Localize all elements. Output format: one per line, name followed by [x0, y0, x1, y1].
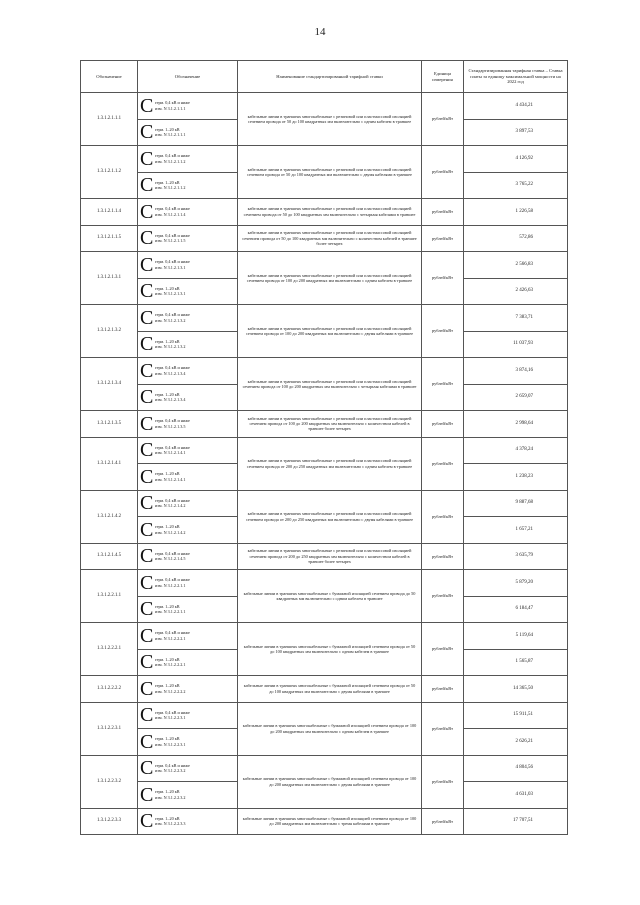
row-unit: рублей/кВт: [422, 490, 464, 543]
row-code: 1.3.1.2.2.2.1: [81, 623, 138, 676]
voltage-line: герм. 0,4 кВ и ниже: [155, 550, 190, 556]
designation: [140, 599, 235, 619]
row-name: кабельные линии в траншеях многокабельные с резиновой или пластмассовой изоляцией сечением провода от 200 до 250 квадратных мм включительно с количеством кабелей в траншее более четырех: [238, 543, 422, 570]
rate-symbol: С: [140, 571, 154, 594]
rate-value: 2 626,21: [464, 729, 568, 756]
designation-text: [155, 392, 185, 403]
rate-symbol: С: [140, 598, 154, 621]
row-name: кабельные линии в траншеях многокабельные с резиновой или пластмассовой изоляцией сечением провода от 50 до 100 квадратных мм включительно с одним кабелем в траншее: [238, 93, 422, 146]
table-row: [81, 93, 568, 120]
rate-value: 9 887,68: [464, 490, 568, 517]
rate-id: изм. N 3.1.2.1.3.2: [155, 317, 186, 323]
row-unit: рублей/кВт: [422, 676, 464, 703]
row-code: 1.3.1.2.1.3.5: [81, 411, 138, 438]
designation-text: [155, 577, 190, 588]
table-row: [81, 702, 568, 729]
rate-symbol: С: [140, 200, 154, 223]
designation: [140, 202, 235, 222]
rate-symbol: С: [140, 253, 154, 276]
row-name: кабельные линии в траншеях многокабельные с резиновой или пластмассовой изоляцией сечением провода от 50 до 100 квадратных мм включительно с двумя кабелями в траншее: [238, 146, 422, 199]
rate-value: 3 897,53: [464, 119, 568, 146]
rate-value: 4 631,03: [464, 782, 568, 809]
rate-symbol: С: [140, 730, 154, 753]
row-code: 1.3.1.2.1.1.1: [81, 93, 138, 146]
designation-cell: [138, 570, 238, 597]
rate-id: изм. N 3.1.2.2.2.1: [155, 662, 186, 668]
row-unit: рублей/кВт: [422, 93, 464, 146]
row-name: кабельные линии в траншеях многокабельные с бумажной изоляцией сечением провода от 50 до 100 квадратных мм включительно с одним кабелем в траншее: [238, 623, 422, 676]
rate-id: изм. N 3.1.2.1.4.2: [155, 503, 186, 509]
voltage-line: герм. 1–20 кВ: [155, 683, 180, 689]
rate-symbol: С: [140, 465, 154, 488]
voltage-line: герм. 1–20 кВ: [155, 391, 180, 397]
designation-text: [155, 206, 190, 217]
row-code: 1.3.1.2.1.4.5: [81, 543, 138, 570]
row-name: кабельные линии в траншеях многокабельные с бумажной изоляцией сечением провода до 50 квадратных мм включительно с одним кабелем в траншее: [238, 570, 422, 623]
designation-text: [155, 524, 185, 535]
row-code: 1.3.1.2.1.3.1: [81, 252, 138, 305]
designation-cell: [138, 782, 238, 809]
row-unit: рублей/кВт: [422, 437, 464, 490]
row-name: кабельные линии в траншеях многокабельные с резиновой или пластмассовой изоляцией сечением провода от 100 до 200 квадратных мм включительно с количеством кабелей в траншее более четырех: [238, 411, 422, 438]
designation: [140, 785, 235, 805]
rate-value: 14 365,50: [464, 676, 568, 703]
rate-id: изм. N 3.1.2.1.1.1: [155, 105, 186, 111]
row-name: кабельные линии в траншеях многокабельные с бумажной изоляцией сечением провода от 50 до 100 квадратных мм включительно с двумя кабелями в траншее: [238, 676, 422, 703]
designation-text: [155, 763, 190, 774]
row-unit: рублей/кВт: [422, 305, 464, 358]
designation-cell: [138, 649, 238, 676]
rate-value: 11 037,93: [464, 331, 568, 358]
row-code: 1.3.1.2.1.4.1: [81, 437, 138, 490]
designation-text: [155, 233, 190, 244]
designation-text: [155, 604, 185, 615]
rate-value: 2 426,63: [464, 278, 568, 305]
voltage-line: герм. 1–20 кВ: [155, 656, 180, 662]
rate-value: 4 434,21: [464, 93, 568, 120]
voltage-line: герм. 0,4 кВ и ниже: [155, 762, 190, 768]
rate-symbol: С: [140, 412, 154, 435]
rate-id: изм. N 3.1.2.1.4.2: [155, 529, 186, 535]
designation: [140, 732, 235, 752]
designation-cell: [138, 808, 238, 835]
designation-cell: [138, 172, 238, 199]
row-name: кабельные линии в траншеях многокабельные с резиновой или пластмассовой изоляцией сечением провода от 100 до 200 квадратных мм включительно с четырьмя кабелями в траншее: [238, 358, 422, 411]
designation-cell: [138, 437, 238, 464]
designation-cell: [138, 384, 238, 411]
rate-id: изм. N 3.1.2.1.3.1: [155, 264, 186, 270]
row-name: кабельные линии в траншеях многокабельные с резиновой или пластмассовой изоляцией сечением провода от 50 до 100 квадратных мм включительно с количеством кабелей в траншее более четырех: [238, 225, 422, 252]
designation-text: [155, 418, 190, 429]
rate-value: 5 879,20: [464, 570, 568, 597]
row-unit: рублей/кВт: [422, 570, 464, 623]
row-unit: рублей/кВт: [422, 755, 464, 808]
designation: [140, 175, 235, 195]
row-name: кабельные линии в траншеях многокабельные с резиновой или пластмассовой изоляцией сечением провода от 100 до 200 квадратных мм включительно с двумя кабелями в траншее: [238, 305, 422, 358]
rate-id: изм. N 3.1.2.2.3.1: [155, 741, 186, 747]
designation: [140, 255, 235, 275]
rate-symbol: С: [140, 704, 154, 727]
row-unit: рублей/кВт: [422, 199, 464, 226]
row-unit: рублей/кВт: [422, 146, 464, 199]
designation: [140, 281, 235, 301]
designation-text: [155, 259, 190, 270]
header-unit: Единица измерения: [422, 61, 464, 93]
designation-text: [155, 816, 185, 827]
designation-text: [155, 312, 190, 323]
designation: [140, 758, 235, 778]
designation: [140, 96, 235, 116]
header-rate: Стандартизированная тарифная ставка – Ставка платы за единицу максимальной мощности на 2022 год: [464, 61, 568, 93]
rate-symbol: С: [140, 94, 154, 117]
rate-symbol: С: [140, 810, 154, 833]
voltage-line: герм. 0,4 кВ и ниже: [155, 153, 190, 159]
voltage-line: герм. 0,4 кВ и ниже: [155, 206, 190, 212]
voltage-line: герм. 0,4 кВ и ниже: [155, 100, 190, 106]
rate-id: изм. N 3.1.2.1.3.1: [155, 291, 186, 297]
rate-id: изм. N 3.1.2.2.3.2: [155, 768, 186, 774]
designation-text: [155, 153, 190, 164]
row-unit: рублей/кВт: [422, 411, 464, 438]
rate-value: 2 998,64: [464, 411, 568, 438]
voltage-line: герм. 0,4 кВ и ниже: [155, 497, 190, 503]
row-name: кабельные линии в траншеях многокабельные с бумажной изоляцией сечением провода от 100 до 200 квадратных мм включительно с одним кабелем в траншее: [238, 702, 422, 755]
rate-id: изм. N 3.1.2.1.4.5: [155, 556, 186, 562]
rate-symbol: С: [140, 545, 154, 568]
designation-cell: [138, 252, 238, 279]
rate-value: 572,86: [464, 225, 568, 252]
designation-text: [155, 339, 185, 350]
rate-symbol: С: [140, 306, 154, 329]
row-code: 1.3.1.2.1.1.5: [81, 225, 138, 252]
designation: [140, 122, 235, 142]
rate-value: 3 765,22: [464, 172, 568, 199]
voltage-line: герм. 1–20 кВ: [155, 789, 180, 795]
row-name: кабельные линии в траншеях многокабельные с резиновой или пластмассовой изоляцией сечением провода от 200 до 250 квадратных мм включительно с одним кабелем в траншее: [238, 437, 422, 490]
rate-value: 4 804,56: [464, 755, 568, 782]
rate-value: 3 874,16: [464, 358, 568, 385]
page-number: 14: [314, 26, 326, 38]
designation: [140, 679, 235, 699]
designation: [140, 520, 235, 540]
voltage-line: герм. 1–20 кВ: [155, 179, 180, 185]
rate-id: изм. N 3.1.2.2.2.2: [155, 688, 186, 694]
table-row: [81, 146, 568, 173]
row-name: кабельные линии в траншеях многокабельные с бумажной изоляцией сечением провода от 100 до 200 квадратных мм включительно с тремя кабелями в траншее: [238, 808, 422, 835]
designation: [140, 493, 235, 513]
rate-symbol: С: [140, 174, 154, 197]
table-body: [81, 93, 568, 835]
rate-symbol: С: [140, 624, 154, 647]
designation-cell: [138, 225, 238, 252]
tariff-table: [80, 60, 568, 835]
designation-text: [155, 127, 185, 138]
table-row: [81, 437, 568, 464]
table-row: [81, 199, 568, 226]
voltage-line: герм. 0,4 кВ и ниже: [155, 365, 190, 371]
row-unit: рублей/кВт: [422, 543, 464, 570]
designation: [140, 414, 235, 434]
header-name: Наименование стандартизированной тарифной ставки: [238, 61, 422, 93]
designation: [140, 440, 235, 460]
table-row: [81, 755, 568, 782]
voltage-line: герм. 1–20 кВ: [155, 471, 180, 477]
row-name: кабельные линии в траншеях многокабельные с бумажной изоляцией сечением провода от 100 до 200 квадратных мм включительно с двумя кабелями в траншее: [238, 755, 422, 808]
row-unit: рублей/кВт: [422, 623, 464, 676]
rate-symbol: С: [140, 492, 154, 515]
rate-id: изм. N 3.1.2.1.3.4: [155, 397, 186, 403]
designation-cell: [138, 199, 238, 226]
designation: [140, 334, 235, 354]
row-code: 1.3.1.2.2.3.2: [81, 755, 138, 808]
rate-id: изм. N 3.1.2.2.2.1: [155, 635, 186, 641]
rate-id: изм. N 3.1.2.1.1.2: [155, 158, 186, 164]
voltage-line: герм. 1–20 кВ: [155, 285, 180, 291]
row-unit: рублей/кВт: [422, 358, 464, 411]
rate-id: изм. N 3.1.2.2.1.1: [155, 609, 186, 615]
rate-value: 1 226,58: [464, 199, 568, 226]
rate-id: изм. N 3.1.2.1.3.4: [155, 370, 186, 376]
rate-symbol: С: [140, 651, 154, 674]
designation: [140, 467, 235, 487]
voltage-line: герм. 1–20 кВ: [155, 736, 180, 742]
rate-symbol: С: [140, 386, 154, 409]
voltage-line: герм. 1–20 кВ: [155, 815, 180, 821]
row-unit: рублей/кВт: [422, 702, 464, 755]
designation-text: [155, 551, 190, 562]
row-name: кабельные линии в траншеях многокабельные с резиновой или пластмассовой изоляцией сечением провода от 50 до 100 квадратных мм включительно с четырьмя кабелями в траншее: [238, 199, 422, 226]
designation: [140, 626, 235, 646]
row-code: 1.3.1.2.1.1.2: [81, 146, 138, 199]
designation-text: [155, 657, 185, 668]
rate-value: 4 378,24: [464, 437, 568, 464]
designation: [140, 361, 235, 381]
designation-cell: [138, 331, 238, 358]
table-row: [81, 490, 568, 517]
voltage-line: герм. 1–20 кВ: [155, 126, 180, 132]
designation-cell: [138, 729, 238, 756]
voltage-line: герм. 0,4 кВ и ниже: [155, 444, 190, 450]
voltage-line: герм. 0,4 кВ и ниже: [155, 259, 190, 265]
voltage-line: герм. 0,4 кВ и ниже: [155, 312, 190, 318]
designation-cell: [138, 464, 238, 491]
row-unit: рублей/кВт: [422, 252, 464, 305]
rate-id: изм. N 3.1.2.2.3.1: [155, 715, 186, 721]
rate-id: изм. N 3.1.2.1.3.2: [155, 344, 186, 350]
designation-cell: [138, 146, 238, 173]
rate-value: 5 119,64: [464, 623, 568, 650]
designation-text: [155, 180, 185, 191]
row-name: кабельные линии в траншеях многокабельные с резиновой или пластмассовой изоляцией сечением провода от 200 до 250 квадратных мм включительно с двумя кабелями в траншее: [238, 490, 422, 543]
designation-cell: [138, 305, 238, 332]
designation: [140, 546, 235, 566]
rate-value: 2 566,83: [464, 252, 568, 279]
row-code: 1.3.1.2.1.1.4: [81, 199, 138, 226]
rate-value: 17 707,51: [464, 808, 568, 835]
row-code: 1.3.1.2.1.4.2: [81, 490, 138, 543]
rate-symbol: С: [140, 280, 154, 303]
rate-id: изм. N 3.1.2.1.4.1: [155, 476, 186, 482]
rate-id: изм. N 3.1.2.1.1.5: [155, 238, 186, 244]
header-code: Обозначение: [81, 61, 138, 93]
designation-cell: [138, 278, 238, 305]
rate-value: 6 184,47: [464, 596, 568, 623]
row-code: 1.3.1.2.1.3.2: [81, 305, 138, 358]
rate-symbol: С: [140, 359, 154, 382]
voltage-line: герм. 0,4 кВ и ниже: [155, 630, 190, 636]
designation: [140, 387, 235, 407]
designation-text: [155, 498, 190, 509]
designation-cell: [138, 596, 238, 623]
rate-id: изм. N 3.1.2.2.3.3: [155, 821, 186, 827]
voltage-line: герм. 1–20 кВ: [155, 338, 180, 344]
designation-cell: [138, 676, 238, 703]
designation-cell: [138, 623, 238, 650]
rate-value: 4 126,92: [464, 146, 568, 173]
rate-value: 1 565,87: [464, 649, 568, 676]
voltage-line: герм. 0,4 кВ и ниже: [155, 709, 190, 715]
designation-text: [155, 683, 185, 694]
table-row: [81, 225, 568, 252]
designation: [140, 228, 235, 248]
designation: [140, 308, 235, 328]
table-row: [81, 808, 568, 835]
row-code: 1.3.1.2.1.3.4: [81, 358, 138, 411]
table-row: [81, 305, 568, 332]
row-code: 1.3.1.2.2.2.2: [81, 676, 138, 703]
rate-id: изм. N 3.1.2.1.1.4: [155, 211, 186, 217]
table-row: [81, 676, 568, 703]
rate-value: 7 383,71: [464, 305, 568, 332]
table-row: [81, 543, 568, 570]
table-row: [81, 358, 568, 385]
designation: [140, 573, 235, 593]
designation: [140, 149, 235, 169]
header-designation: Обозначение: [138, 61, 238, 93]
designation-cell: [138, 411, 238, 438]
rate-value: 3 635,79: [464, 543, 568, 570]
designation-text: [155, 365, 190, 376]
row-code: 1.3.1.2.2.3.1: [81, 702, 138, 755]
voltage-line: герм. 1–20 кВ: [155, 524, 180, 530]
designation-cell: [138, 119, 238, 146]
rate-symbol: С: [140, 121, 154, 144]
row-name: кабельные линии в траншеях многокабельные с резиновой или пластмассовой изоляцией сечением провода от 100 до 200 квадратных мм включительно с одним кабелем в траншее: [238, 252, 422, 305]
designation-cell: [138, 490, 238, 517]
rate-symbol: С: [140, 783, 154, 806]
voltage-line: герм. 0,4 кВ и ниже: [155, 418, 190, 424]
rate-id: изм. N 3.1.2.2.1.1: [155, 582, 186, 588]
designation: [140, 652, 235, 672]
designation-text: [155, 789, 185, 800]
designation-text: [155, 471, 185, 482]
rate-id: изм. N 3.1.2.1.4.1: [155, 450, 186, 456]
designation-cell: [138, 93, 238, 120]
rate-id: изм. N 3.1.2.2.3.2: [155, 794, 186, 800]
rate-value: 1 657,21: [464, 517, 568, 544]
rate-id: изм. N 3.1.2.1.3.5: [155, 423, 186, 429]
designation-text: [155, 286, 185, 297]
rate-symbol: С: [140, 333, 154, 356]
rate-value: 15 911,51: [464, 702, 568, 729]
rate-symbol: С: [140, 227, 154, 250]
table-header-row: [81, 61, 568, 93]
rate-symbol: С: [140, 147, 154, 170]
designation-text: [155, 736, 185, 747]
designation: [140, 705, 235, 725]
row-code: 1.3.1.2.2.1.1: [81, 570, 138, 623]
table-row: [81, 252, 568, 279]
rate-symbol: С: [140, 677, 154, 700]
rate-symbol: С: [140, 518, 154, 541]
designation-text: [155, 710, 190, 721]
rate-id: изм. N 3.1.2.1.1.2: [155, 185, 186, 191]
designation-text: [155, 100, 190, 111]
rate-value: 2 659,07: [464, 384, 568, 411]
designation: [140, 811, 235, 831]
designation-cell: [138, 517, 238, 544]
table-row: [81, 570, 568, 597]
designation-text: [155, 630, 190, 641]
voltage-line: герм. 0,4 кВ и ниже: [155, 232, 190, 238]
rate-id: изм. N 3.1.2.1.1.1: [155, 132, 186, 138]
designation-text: [155, 445, 190, 456]
rate-value: 1 238,23: [464, 464, 568, 491]
rate-symbol: С: [140, 439, 154, 462]
table-row: [81, 411, 568, 438]
designation-cell: [138, 358, 238, 385]
rate-symbol: С: [140, 757, 154, 780]
table-row: [81, 623, 568, 650]
row-code: 1.3.1.2.2.3.3: [81, 808, 138, 835]
row-unit: рублей/кВт: [422, 225, 464, 252]
designation-cell: [138, 702, 238, 729]
designation-cell: [138, 755, 238, 782]
row-unit: рублей/кВт: [422, 808, 464, 835]
voltage-line: герм. 1–20 кВ: [155, 603, 180, 609]
voltage-line: герм. 0,4 кВ и ниже: [155, 577, 190, 583]
designation-cell: [138, 543, 238, 570]
